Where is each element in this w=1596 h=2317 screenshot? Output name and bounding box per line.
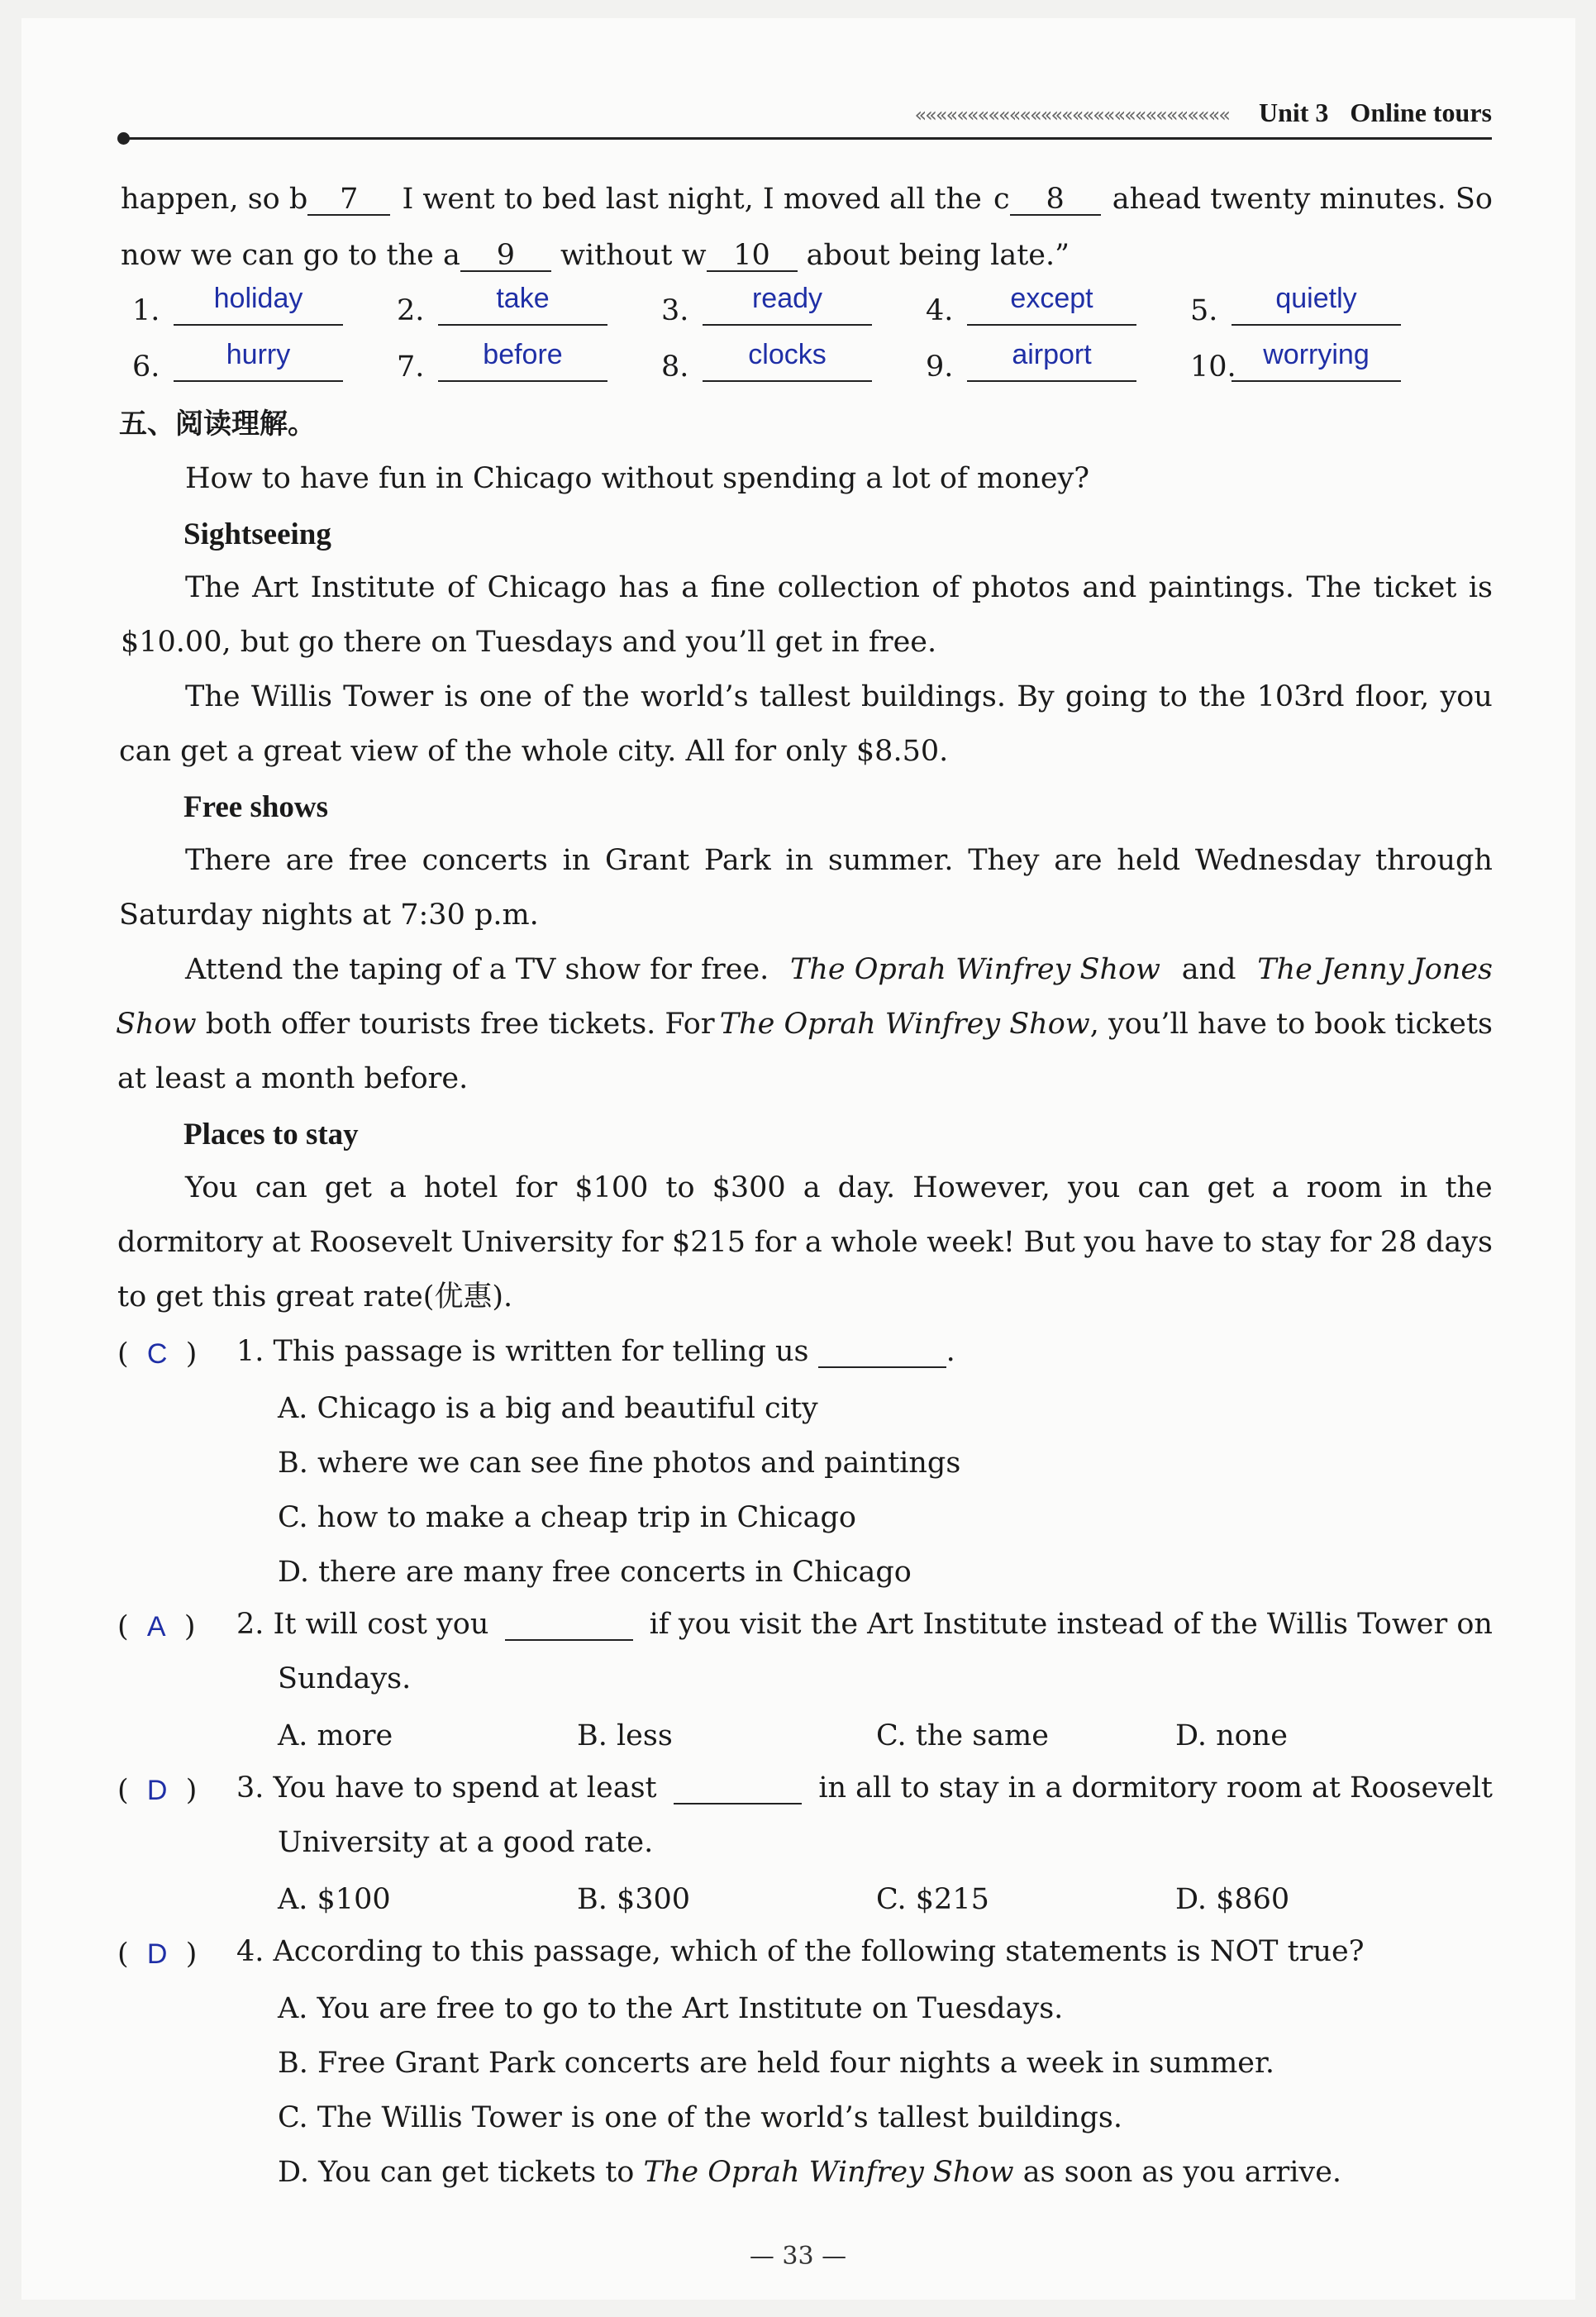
section-heading: 五、阅读理解。 (119, 408, 316, 441)
question-2-option-c: C. the same (876, 1719, 1049, 1752)
word: to (1158, 680, 1188, 713)
word: tallest (759, 680, 850, 713)
header-rule (121, 137, 1492, 140)
paragraph-line: at least a month before. (117, 1062, 469, 1095)
question-4-answer: ( D ) (117, 1938, 198, 1971)
question-2-stem: 2. It will cost you if you visit the Art Institute instead of the Willis Tower on (236, 1608, 1493, 1641)
question-3-answer: ( D ) (117, 1774, 198, 1807)
question-3-stem-cont: University at a good rate. (278, 1826, 654, 1859)
answer-item: 10. worrying (1190, 344, 1401, 382)
word: You (185, 1171, 238, 1204)
word: By (1017, 680, 1055, 713)
paragraph-line (185, 680, 1493, 713)
word: The (185, 680, 241, 713)
question-3-option-a: A. $100 (278, 1883, 391, 1916)
word: Wednesday (1194, 844, 1361, 877)
word: going (1065, 680, 1148, 713)
answer-item: 3. ready (661, 288, 872, 326)
word: But (1023, 1226, 1075, 1259)
question-3-option-c: C. $215 (876, 1883, 989, 1916)
word: one (479, 680, 533, 713)
word: at (271, 1226, 301, 1259)
paragraph-line: Attend the taping of a TV show for free. The Oprah Winfrey Show and The Jenny Jones (185, 953, 1493, 986)
cloze-blank-10: 10 (707, 241, 798, 272)
word: Willis (250, 680, 332, 713)
word: for (1329, 1226, 1372, 1259)
question-4-option-d: D. You can get tickets to The Oprah Winfrey Show as soon as you arrive. (278, 2156, 1342, 2189)
word: days (1425, 1226, 1493, 1259)
word: to (1222, 1226, 1252, 1259)
answer-item: 7. before (397, 344, 607, 382)
word: world’s (641, 680, 749, 713)
paragraph-line (185, 571, 1493, 604)
word: for (621, 1226, 664, 1259)
word: of (931, 571, 960, 604)
word: for (754, 1226, 797, 1259)
word: They (968, 844, 1040, 877)
word: are (285, 844, 335, 877)
word: Chicago (487, 571, 607, 604)
word: have (1145, 1226, 1215, 1259)
word: a (804, 1226, 822, 1259)
word: week! (927, 1226, 1015, 1259)
question-3-stem: 3. You have to spend at least in all to stay in a dormitory room at Roosevelt (236, 1771, 1493, 1804)
word: day. (837, 1171, 896, 1204)
word: a (1271, 1171, 1289, 1204)
word: dormitory (117, 1226, 264, 1259)
answer-item: 1. holiday (132, 288, 343, 326)
word: is (1468, 571, 1493, 604)
answer-item: 5. quietly (1190, 288, 1401, 326)
cloze-blank-9: 9 (460, 241, 551, 272)
word: the (582, 680, 630, 713)
word: in (562, 844, 591, 877)
word: you (1067, 1171, 1121, 1204)
cloze-blank-8: 8 (1010, 185, 1101, 216)
word: ticket (1373, 571, 1457, 604)
word: photos (971, 571, 1070, 604)
word: University (460, 1226, 613, 1259)
paragraph-line: Saturday nights at 7:30 p.m. (119, 899, 539, 932)
word: Roosevelt (309, 1226, 453, 1259)
paragraph-line: Show both offer tourists free tickets. For The Oprah Winfrey Show, you’ll have to book tickets (116, 1008, 1493, 1041)
word: a (388, 1171, 407, 1204)
question-1-option-c: C. how to make a cheap trip in Chicago (278, 1501, 856, 1534)
word: The (185, 571, 241, 604)
word: to (665, 1171, 695, 1204)
word: get (1207, 1171, 1255, 1204)
word: is (444, 680, 469, 713)
paragraph-line (117, 1228, 1493, 1257)
unit-title: Online tours (1350, 98, 1492, 127)
cloze-text: happen, so b 7 (121, 185, 390, 216)
word: 103rd (1256, 680, 1345, 713)
question-1-option-d: D. there are many free concerts in Chicago (278, 1556, 912, 1589)
word: buildings. (861, 680, 1006, 713)
paragraph-line: to get this great rate(优惠). (117, 1280, 513, 1313)
answer-item: 8. clocks (661, 344, 872, 382)
question-1-option-a: A. Chicago is a big and beautiful city (278, 1392, 818, 1425)
subheading-sightseeing: Sightseeing (183, 517, 331, 551)
word: the (1198, 680, 1246, 713)
running-header (914, 98, 1492, 128)
subheading-places-to-stay: Places to stay (183, 1118, 359, 1151)
answer-item: 9. airport (926, 344, 1136, 382)
word: Park (703, 844, 771, 877)
word: through (1375, 844, 1493, 877)
answer-item: 2. take (397, 288, 607, 326)
chevron-decoration: «««««««««««««««««««««««««««««« (914, 103, 1229, 126)
word: whole (831, 1226, 918, 1259)
question-4-option-c: C. The Willis Tower is one of the world’s tallest buildings. (278, 2101, 1123, 2134)
word: of (543, 680, 572, 713)
question-4-option-a: A. You are free to go to the Art Institute on Tuesdays. (278, 1992, 1064, 2025)
word: 28 (1379, 1226, 1417, 1259)
unit-label: Unit 3 (1258, 98, 1329, 127)
cloze-text: ahead twenty minutes. So (1112, 183, 1493, 216)
question-2-option-b: B. less (577, 1719, 673, 1752)
word: stay (1260, 1226, 1322, 1259)
paragraph-line: can get a great view of the whole city. All for only $8.50. (119, 735, 949, 768)
question-4-stem: 4. According to this passage, which of the following statements is NOT true? (236, 1935, 1365, 1968)
question-1-option-b: B. where we can see fine photos and paintings (278, 1447, 961, 1480)
page-number: — 33 — (749, 2242, 847, 2271)
word: Tower (343, 680, 434, 713)
cloze-text: I went to bed last night, I moved all the (402, 183, 982, 216)
paragraph-line: $10.00, but go there on Tuesdays and you’ll get in free. (121, 626, 937, 659)
question-2-option-a: A. more (278, 1719, 393, 1752)
word: Institute (310, 571, 436, 604)
word: are (1054, 844, 1103, 877)
word: for (515, 1171, 558, 1204)
paragraph-line (185, 846, 1493, 875)
word: a (681, 571, 699, 604)
paragraph-line (185, 1171, 1493, 1204)
word: fine (710, 571, 766, 604)
word: can (255, 1171, 307, 1204)
word: concerts (422, 844, 548, 877)
word: floor, (1355, 680, 1430, 713)
cloze-blank-7: 7 (307, 185, 390, 216)
word: hotel (423, 1171, 498, 1204)
question-3-option-b: B. $300 (577, 1883, 691, 1916)
word: in (1399, 1171, 1428, 1204)
cloze-line-2: now we can go to the a 9 without w 10 about being late.” (121, 239, 1070, 272)
word: in (785, 844, 814, 877)
word: and (1082, 571, 1137, 604)
question-1-answer: ( C ) (117, 1337, 198, 1371)
word: paintings. (1148, 571, 1295, 604)
question-2-answer: ( A ) (117, 1610, 196, 1643)
word: $215 (671, 1226, 746, 1259)
word: The (1306, 571, 1362, 604)
answer-item: 4. except (926, 288, 1136, 326)
word: can (1137, 1171, 1190, 1204)
word: $100 (574, 1171, 649, 1204)
answer-item: 6. hurry (132, 344, 343, 382)
word: the (1445, 1171, 1493, 1204)
word: you (1084, 1226, 1136, 1259)
cloze-line-1 (121, 185, 1493, 216)
passage-intro: How to have fun in Chicago without spending a lot of money? (185, 462, 1090, 495)
word: free (348, 844, 407, 877)
cloze-text: c 8 (993, 185, 1101, 216)
word: Grant (605, 844, 690, 877)
word: $300 (712, 1171, 786, 1204)
word: collection (777, 571, 920, 604)
word: of (447, 571, 476, 604)
word: has (618, 571, 669, 604)
word: However, (912, 1171, 1051, 1204)
word: There (185, 844, 272, 877)
word: held (1117, 844, 1181, 877)
word: Art (252, 571, 299, 604)
question-2-stem-cont: Sundays. (278, 1662, 412, 1695)
word: summer. (827, 844, 954, 877)
word: room (1306, 1171, 1383, 1204)
word: you (1440, 680, 1493, 713)
word: a (803, 1171, 821, 1204)
question-2-option-d: D. none (1175, 1719, 1288, 1752)
question-3-option-d: D. $860 (1175, 1883, 1290, 1916)
subheading-free-shows: Free shows (183, 790, 329, 824)
question-4-option-b: B. Free Grant Park concerts are held four nights a week in summer. (278, 2047, 1274, 2080)
word: get (324, 1171, 372, 1204)
question-1-stem: 1. This passage is written for telling us . (236, 1335, 955, 1368)
